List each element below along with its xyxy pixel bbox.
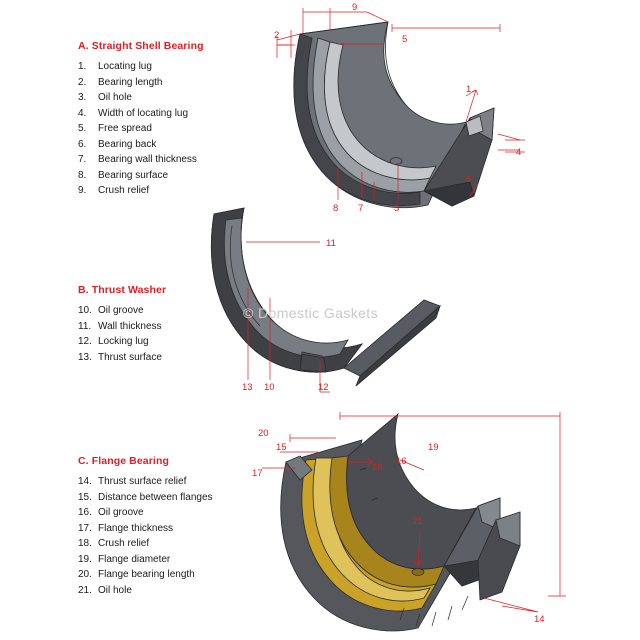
legend-c-num-20: 20. xyxy=(78,569,92,580)
legend-c-item-15 xyxy=(78,490,213,506)
legend-a-num-5: 5. xyxy=(78,123,87,134)
callout-18: 18 xyxy=(372,462,383,473)
legend-a-num-8: 8. xyxy=(78,169,87,181)
callout-5: 5 xyxy=(402,34,408,45)
legend-c-num-16: 16. xyxy=(78,507,92,518)
legend-a-item-9 xyxy=(78,183,204,199)
callout-4: 4 xyxy=(516,147,522,158)
legend-c-item-17 xyxy=(78,521,213,537)
callout-14: 14 xyxy=(534,614,545,625)
callout-11: 11 xyxy=(326,238,336,249)
legend-flange-bearing xyxy=(78,455,213,598)
callout-19: 19 xyxy=(428,442,439,453)
callout-12: 12 xyxy=(318,382,329,393)
legend-a-list xyxy=(78,59,204,199)
legend-c-item-20 xyxy=(78,567,213,583)
legend-b-item-13 xyxy=(78,350,166,366)
legend-a-label-1: Locating lug xyxy=(98,61,152,72)
legend-b-num-12: 12. xyxy=(78,336,92,347)
legend-c-num-19: 19. xyxy=(78,553,92,565)
legend-c-num-17: 17. xyxy=(78,522,92,534)
thrust-washer-art xyxy=(210,186,440,393)
callout-21: 21 xyxy=(412,516,423,527)
legend-thrust-washer xyxy=(78,284,166,365)
legend-c-list xyxy=(78,474,213,598)
legend-c-item-18 xyxy=(78,536,213,552)
legend-a-item-7 xyxy=(78,152,204,168)
callout-6: 6 xyxy=(466,174,472,185)
legend-a-item-8 xyxy=(78,168,204,184)
legend-a-label-8: Bearing surface xyxy=(98,169,169,181)
legend-a-num-6: 6. xyxy=(78,138,87,150)
watermark: © Domestic Gaskets xyxy=(243,305,378,321)
legend-a-num-7: 7. xyxy=(78,154,87,165)
legend-a-label-4: Width of locating lug xyxy=(98,107,189,119)
callout-7: 7 xyxy=(358,203,364,214)
legend-a-item-3 xyxy=(78,90,204,106)
callout-9: 9 xyxy=(352,2,358,13)
legend-c-title: C. Flange Bearing xyxy=(78,455,169,467)
legend-b-num-11: 11. xyxy=(78,320,92,332)
legend-b-item-12 xyxy=(78,334,166,350)
legend-a-label-5: Free spread xyxy=(98,123,152,134)
legend-b-item-10 xyxy=(78,303,166,319)
legend-c-item-16 xyxy=(78,505,213,521)
legend-a-item-4 xyxy=(78,106,204,122)
legend-b-label-10: Oil groove xyxy=(98,305,144,316)
callout-17: 17 xyxy=(252,468,263,479)
callout-3: 3 xyxy=(394,203,400,214)
legend-c-item-19 xyxy=(78,552,213,568)
callout-16: 16 xyxy=(396,456,407,467)
callout-2: 2 xyxy=(274,30,280,41)
legend-a-item-6 xyxy=(78,137,204,153)
flange-bearing-art xyxy=(252,412,566,631)
legend-b-label-13: Thrust surface xyxy=(98,351,162,363)
legend-b-item-11 xyxy=(78,319,166,335)
legend-a-num-3: 3. xyxy=(78,92,87,103)
callout-8: 8 xyxy=(333,203,339,214)
legend-a-item-5 xyxy=(78,121,204,137)
legend-a-label-6: Bearing back xyxy=(98,138,157,150)
legend-a-item-2 xyxy=(78,75,204,91)
legend-c-num-18: 18. xyxy=(78,538,92,549)
legend-c-label-20: Flange bearing length xyxy=(98,569,195,580)
legend-c-item-14 xyxy=(78,474,213,490)
straight-shell-bearing-art xyxy=(274,2,525,214)
legend-c-label-15: Distance between flanges xyxy=(98,491,213,503)
legend-c-label-19: Flange diameter xyxy=(98,553,171,565)
legend-c-label-14: Thrust surface relief xyxy=(98,476,187,487)
legend-c-num-14: 14. xyxy=(78,476,92,487)
legend-a-num-4: 4. xyxy=(78,107,87,119)
legend-a-label-2: Bearing length xyxy=(98,76,163,88)
callout-20: 20 xyxy=(258,428,269,439)
callout-13: 13 xyxy=(242,382,253,393)
legend-b-num-10: 10. xyxy=(78,305,92,316)
legend-c-label-16: Oil groove xyxy=(98,507,144,518)
legend-c-num-21: 21. xyxy=(78,584,92,596)
callout-15: 15 xyxy=(276,442,287,453)
legend-c-label-21: Oil hole xyxy=(98,584,132,596)
legend-b-title: B. Thrust Washer xyxy=(78,284,167,296)
callout-1: 1 xyxy=(466,84,472,95)
legend-c-num-15: 15. xyxy=(78,491,92,503)
legend-a-item-1 xyxy=(78,59,204,75)
legend-b-num-13: 13. xyxy=(78,351,92,363)
legend-c-label-17: Flange thickness xyxy=(98,522,174,534)
legend-a-num-2: 2. xyxy=(78,76,87,88)
legend-a-num-9: 9. xyxy=(78,185,87,196)
legend-a-label-3: Oil hole xyxy=(98,92,132,103)
legend-a-num-1: 1. xyxy=(78,61,87,72)
legend-c-item-21 xyxy=(78,583,213,599)
legend-a-title: A. Straight Shell Bearing xyxy=(78,40,204,52)
legend-a-label-7: Bearing wall thickness xyxy=(98,154,197,165)
legend-a-label-9: Crush relief xyxy=(98,185,150,196)
legend-b-label-11: Wall thickness xyxy=(98,320,162,332)
callout-10: 10 xyxy=(264,382,275,393)
legend-b-list xyxy=(78,303,166,365)
legend-straight-shell-bearing xyxy=(78,40,204,199)
legend-b-label-12: Locking lug xyxy=(98,336,149,347)
legend-c-label-18: Crush relief xyxy=(98,538,150,549)
